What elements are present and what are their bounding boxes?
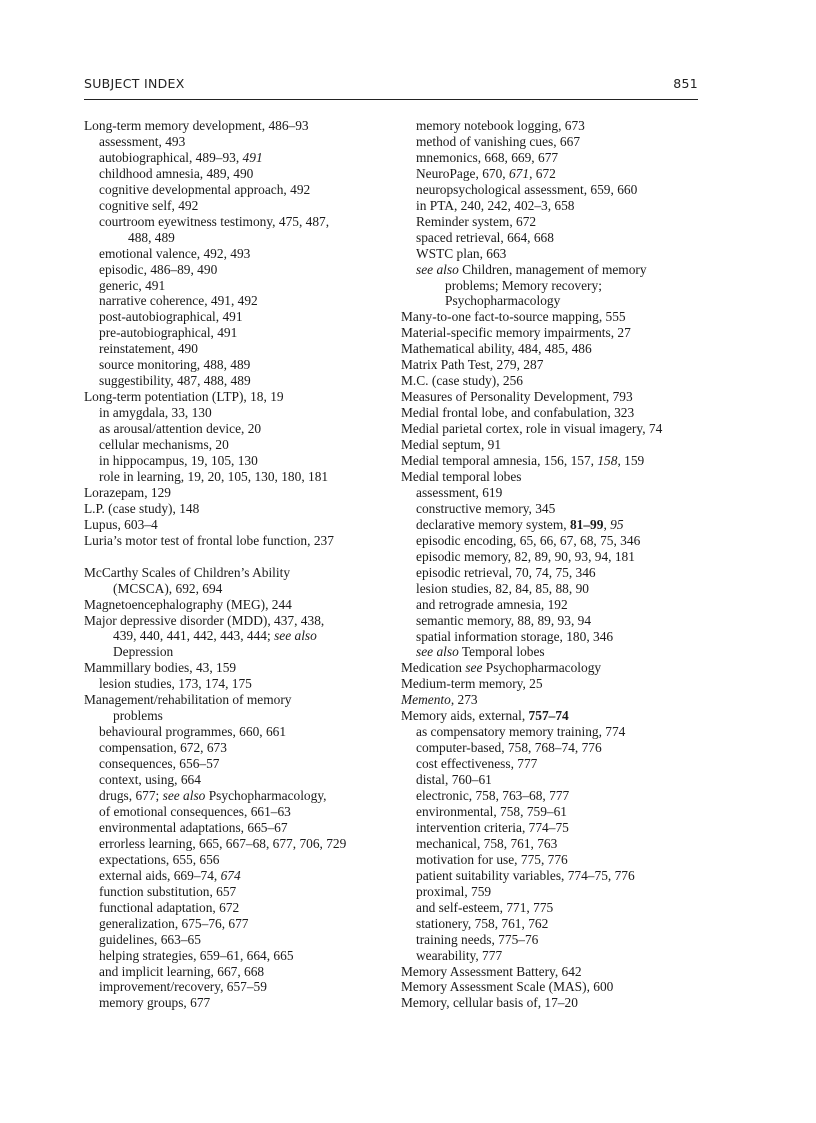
index-subentry (84, 405, 404, 421)
index-entry (401, 325, 731, 341)
entry-text: Management/rehabilitation of memory (84, 692, 292, 708)
index-subentry (401, 118, 731, 134)
index-subentry (401, 900, 731, 916)
index-subentry (84, 820, 404, 836)
index-entry (401, 469, 731, 485)
index-subentry (84, 900, 404, 916)
index-entry (84, 613, 404, 629)
index-subentry (401, 150, 731, 166)
entry-text: (MCSCA), 692, 694 (113, 580, 223, 596)
entry-text: post-autobiographical, 491 (99, 309, 243, 325)
entry-text: Many-to-one fact-to-source mapping, 555 (401, 309, 626, 325)
entry-text: emotional valence, 492, 493 (99, 245, 251, 261)
entry-text: Memory, cellular basis of, 17–20 (401, 995, 578, 1011)
index-subentry (401, 932, 731, 948)
entry-text: role in learning, 19, 20, 105, 130, 180, 181 (99, 468, 329, 484)
index-subentry (401, 597, 731, 613)
entry-text: narrative coherence, 491, 492 (99, 293, 258, 309)
index-entry (401, 692, 731, 708)
entry-text: patient suitability variables, 774–75, 776 (416, 867, 635, 883)
index-subentry (84, 932, 404, 948)
entry-text: in hippocampus, 19, 105, 130 (99, 453, 258, 469)
entry-text: 674 (220, 867, 241, 883)
entry-text: 439, 440, 441, 442, 443, 444; (113, 628, 275, 644)
index-subentry (84, 437, 404, 453)
index-subentry (84, 341, 404, 357)
index-subentry (84, 995, 404, 1011)
entry-text: as arousal/attention device, 20 (99, 421, 262, 437)
entry-text: Mathematical ability, 484, 485, 486 (401, 341, 592, 357)
entry-text: expectations, 655, 656 (99, 851, 220, 867)
entry-text: and implicit learning, 667, 668 (99, 963, 265, 979)
entry-text: spaced retrieval, 664, 668 (416, 229, 554, 245)
entry-text: errorless learning, 665, 667–68, 677, 706, 729 (99, 835, 347, 851)
index-entry (401, 421, 731, 437)
entry-text: cognitive self, 492 (99, 197, 199, 213)
entry-text: see (465, 660, 483, 676)
index-subentry (401, 884, 731, 900)
index-subentry (401, 533, 731, 549)
entry-text: functional adaptation, 672 (99, 899, 240, 915)
entry-text: 488, 489 (128, 229, 175, 245)
index-subentry (84, 964, 404, 980)
entry-text: Magnetoencephalography (MEG), 244 (84, 596, 292, 612)
index-entry-continuation (84, 230, 404, 246)
running-head-title: SUBJECT INDEX (84, 76, 185, 91)
entry-text: external aids, 669–74, (99, 867, 221, 883)
index-subentry (401, 549, 731, 565)
entry-text: episodic encoding, 65, 66, 67, 68, 75, 346 (416, 532, 641, 548)
index-subentry (84, 804, 404, 820)
index-entry (401, 676, 731, 692)
entry-text: Memory aids, external, (401, 708, 529, 724)
entry-text: see also (416, 644, 459, 660)
index-entry-continuation (84, 628, 404, 644)
index-subentry (401, 581, 731, 597)
index-subentry (84, 309, 404, 325)
index-subentry (84, 166, 404, 182)
index-entry (84, 485, 404, 501)
index-entry (401, 357, 731, 373)
entry-text: Medication (401, 660, 466, 676)
entry-text: computer-based, 758, 768–74, 776 (416, 740, 602, 756)
entry-text: Long-term memory development, 486–93 (84, 118, 309, 133)
entry-text: reinstatement, 490 (99, 341, 198, 357)
entry-text: memory groups, 677 (99, 995, 211, 1011)
entry-text: Medial temporal lobes (401, 468, 522, 484)
index-subentry (401, 182, 731, 198)
index-entry-continuation (84, 581, 404, 597)
entry-text: Matrix Path Test, 279, 287 (401, 357, 544, 373)
entry-text: distal, 760–61 (416, 772, 492, 788)
entry-text: assessment, 493 (99, 133, 186, 149)
entry-text: , 273 (450, 692, 478, 708)
index-entry (84, 597, 404, 613)
entry-text: lesion studies, 173, 174, 175 (99, 676, 252, 692)
running-header (84, 76, 698, 96)
entry-text: Medial temporal amnesia, 156, 157, (401, 453, 598, 469)
entry-text: Psychopharmacology, (205, 788, 327, 804)
entry-text: environmental adaptations, 665–67 (99, 819, 288, 835)
index-subentry (401, 788, 731, 804)
entry-text: and retrograde amnesia, 192 (416, 596, 568, 612)
entry-text: mnemonics, 668, 669, 677 (416, 149, 559, 165)
index-subentry (84, 788, 404, 804)
entry-text: 95 (610, 516, 624, 532)
entry-text: cognitive developmental approach, 492 (99, 181, 311, 197)
entry-text: memory notebook logging, 673 (416, 118, 585, 133)
entry-text: in amygdala, 33, 130 (99, 405, 212, 421)
index-entry (401, 405, 731, 421)
entry-text: improvement/recovery, 657–59 (99, 979, 267, 995)
entry-text: environmental, 758, 759–61 (416, 803, 567, 819)
entry-text: context, using, 664 (99, 772, 201, 788)
index-subentry (84, 948, 404, 964)
index-entry (401, 389, 731, 405)
index-subentry (401, 214, 731, 230)
index-subentry (84, 262, 404, 278)
entry-text: Luria’s motor test of frontal lobe function, 237 (84, 532, 334, 548)
entry-text: consequences, 656–57 (99, 756, 220, 772)
entry-text: as compensatory memory training, 774 (416, 724, 626, 740)
index-subentry (84, 724, 404, 740)
index-subentry (401, 740, 731, 756)
index-subentry (401, 629, 731, 645)
index-entry-continuation (401, 278, 731, 294)
index-subentry (401, 804, 731, 820)
entry-text: wearability, 777 (416, 947, 503, 963)
index-subentry (401, 230, 731, 246)
index-column-left (84, 118, 404, 1011)
entry-text: guidelines, 663–65 (99, 931, 201, 947)
entry-text: lesion studies, 82, 84, 85, 88, 90 (416, 580, 589, 596)
entry-text: problems; Memory recovery; (445, 277, 602, 293)
page-number: 851 (673, 76, 698, 91)
index-subentry (84, 453, 404, 469)
entry-text: neuropsychological assessment, 659, 660 (416, 181, 638, 197)
entry-text: Medial septum, 91 (401, 437, 502, 453)
index-subentry (401, 948, 731, 964)
index-subentry (401, 565, 731, 581)
entry-text: McCarthy Scales of Children’s Ability (84, 564, 291, 580)
index-subentry (401, 262, 731, 278)
header-rule (84, 99, 698, 100)
entry-gap (84, 549, 404, 565)
entry-text: suggestibility, 487, 488, 489 (99, 373, 251, 389)
entry-text: Memory Assessment Scale (MAS), 600 (401, 979, 614, 995)
entry-text: Temporal lobes (458, 644, 545, 660)
entry-text: 491 (242, 149, 263, 165)
index-subentry (401, 613, 731, 629)
entry-text: drugs, 677; (99, 788, 163, 804)
index-subentry (84, 198, 404, 214)
entry-text: 81–99 (569, 516, 604, 532)
index-subentry (84, 278, 404, 294)
entry-text: childhood amnesia, 489, 490 (99, 165, 254, 181)
index-subentry (401, 134, 731, 150)
index-subentry (84, 373, 404, 389)
index-entry (401, 341, 731, 357)
entry-text: function substitution, 657 (99, 883, 237, 899)
index-subentry (84, 979, 404, 995)
index-subentry (84, 293, 404, 309)
index-entry (84, 660, 404, 676)
entry-text: Reminder system, 672 (416, 213, 537, 229)
entry-text: Children, management of memory (458, 261, 647, 277)
index-subentry (84, 357, 404, 373)
entry-text: motivation for use, 775, 776 (416, 851, 568, 867)
index-entry (401, 373, 731, 389)
index-subentry (401, 836, 731, 852)
entry-text: Memory Assessment Battery, 642 (401, 963, 582, 979)
index-subentry (84, 884, 404, 900)
entry-text: Psychopharmacology (482, 660, 602, 676)
entry-text: cost effectiveness, 777 (416, 756, 538, 772)
index-subentry (84, 182, 404, 198)
index-entry (401, 660, 731, 676)
entry-text: episodic retrieval, 70, 74, 75, 346 (416, 564, 596, 580)
index-subentry (84, 246, 404, 262)
entry-text: Memento (401, 692, 451, 708)
entry-text: cellular mechanisms, 20 (99, 437, 229, 453)
entry-text: proximal, 759 (416, 883, 492, 899)
entry-text: generic, 491 (99, 277, 166, 293)
entry-text: source monitoring, 488, 489 (99, 357, 251, 373)
entry-text: semantic memory, 88, 89, 93, 94 (416, 612, 592, 628)
entry-text: intervention criteria, 774–75 (416, 819, 569, 835)
entry-text: spatial information storage, 180, 346 (416, 628, 614, 644)
entry-text: electronic, 758, 763–68, 777 (416, 788, 570, 804)
index-subentry (84, 740, 404, 756)
entry-text: Measures of Personality Development, 793 (401, 389, 633, 405)
index-subentry (401, 756, 731, 772)
index-subentry (401, 246, 731, 262)
index-subentry (401, 198, 731, 214)
entry-text: courtroom eyewitness testimony, 475, 487, (99, 213, 330, 229)
entry-text: 671 (508, 165, 530, 181)
entry-text: Major depressive disorder (MDD), 437, 438, (84, 612, 325, 628)
index-subentry (401, 916, 731, 932)
entry-text: stationery, 758, 761, 762 (416, 915, 549, 931)
index-subentry (401, 501, 731, 517)
entry-text: see also (274, 628, 317, 644)
index-entry (84, 118, 404, 134)
entry-text: 158 (597, 453, 618, 469)
index-entry (401, 453, 731, 469)
index-entry (84, 517, 404, 533)
index-subentry (84, 325, 404, 341)
index-entry-continuation (84, 644, 404, 660)
entry-text: in PTA, 240, 242, 402–3, 658 (416, 197, 575, 213)
entry-text: , 672 (529, 165, 556, 181)
entry-text: Long-term potentiation (LTP), 18, 19 (84, 389, 284, 405)
entry-text: WSTC plan, 663 (416, 245, 507, 261)
entry-text: 757–74 (528, 708, 569, 724)
index-entry (84, 692, 404, 708)
index-subentry (401, 166, 731, 182)
entry-text: and self-esteem, 771, 775 (416, 899, 554, 915)
index-subentry (84, 469, 404, 485)
entry-text: behavioural programmes, 660, 661 (99, 724, 287, 740)
entry-text: training needs, 775–76 (416, 931, 539, 947)
index-subentry (401, 868, 731, 884)
entry-text: L.P. (case study), 148 (84, 500, 200, 516)
entry-text: , (603, 516, 611, 532)
entry-text: mechanical, 758, 761, 763 (416, 835, 558, 851)
index-subentry (84, 421, 404, 437)
entry-text: Psychopharmacology (445, 293, 561, 309)
entry-text: Medial frontal lobe, and confabulation, 323 (401, 405, 635, 421)
index-entry (401, 995, 731, 1011)
index-subentry (84, 868, 404, 884)
entry-text: Medium-term memory, 25 (401, 676, 543, 692)
entry-text: Material-specific memory impairments, 27 (401, 325, 631, 341)
entry-text: declarative memory system, (416, 516, 570, 532)
index-subentry (401, 772, 731, 788)
entry-text: assessment, 619 (416, 484, 503, 500)
entry-text: helping strategies, 659–61, 664, 665 (99, 947, 294, 963)
entry-text: see also (416, 261, 459, 277)
entry-text: pre-autobiographical, 491 (99, 325, 238, 341)
entry-text: see also (162, 788, 206, 804)
index-subentry (84, 134, 404, 150)
index-entry (84, 389, 404, 405)
entry-text: Medial parietal cortex, role in visual imagery, 74 (401, 421, 663, 437)
index-subentry (84, 852, 404, 868)
index-subentry (84, 756, 404, 772)
entry-text: compensation, 672, 673 (99, 740, 227, 756)
entry-text: episodic, 486–89, 490 (99, 261, 218, 277)
index-subentry (84, 150, 404, 166)
index-subentry (401, 517, 731, 533)
index-subentry (401, 852, 731, 868)
index-subentry (84, 836, 404, 852)
index-entry (401, 437, 731, 453)
index-subentry (84, 676, 404, 692)
index-entry (401, 708, 731, 724)
index-subentry (401, 724, 731, 740)
index-entry-continuation (401, 293, 731, 309)
index-entry (401, 964, 731, 980)
index-subentry (84, 772, 404, 788)
entry-text: method of vanishing cues, 667 (416, 133, 581, 149)
entry-text: Lorazepam, 129 (84, 484, 171, 500)
index-column-right (401, 118, 731, 1011)
entry-text: Depression (113, 644, 174, 660)
index-entry (84, 533, 404, 549)
entry-text: Mammillary bodies, 43, 159 (84, 660, 237, 676)
index-entry (84, 565, 404, 581)
entry-text: of emotional consequences, 661–63 (99, 803, 291, 819)
entry-text: , 159 (617, 453, 645, 469)
index-entry-continuation (84, 708, 404, 724)
entry-text: Lupus, 603–4 (84, 516, 158, 532)
entry-text: NeuroPage, 670, (416, 165, 509, 181)
index-entry (401, 979, 731, 995)
entry-text: constructive memory, 345 (416, 500, 556, 516)
index-entry (401, 309, 731, 325)
index-subentry (401, 820, 731, 836)
entry-text: generalization, 675–76, 677 (99, 915, 249, 931)
entry-text: episodic memory, 82, 89, 90, 93, 94, 181 (416, 548, 635, 564)
index-subentry (401, 485, 731, 501)
index-subentry (401, 644, 731, 660)
index-subentry (84, 214, 404, 230)
index-entry (84, 501, 404, 517)
entry-text: problems (113, 708, 163, 724)
entry-text: M.C. (case study), 256 (401, 373, 523, 389)
index-subentry (84, 916, 404, 932)
entry-text: autobiographical, 489–93, (99, 149, 243, 165)
